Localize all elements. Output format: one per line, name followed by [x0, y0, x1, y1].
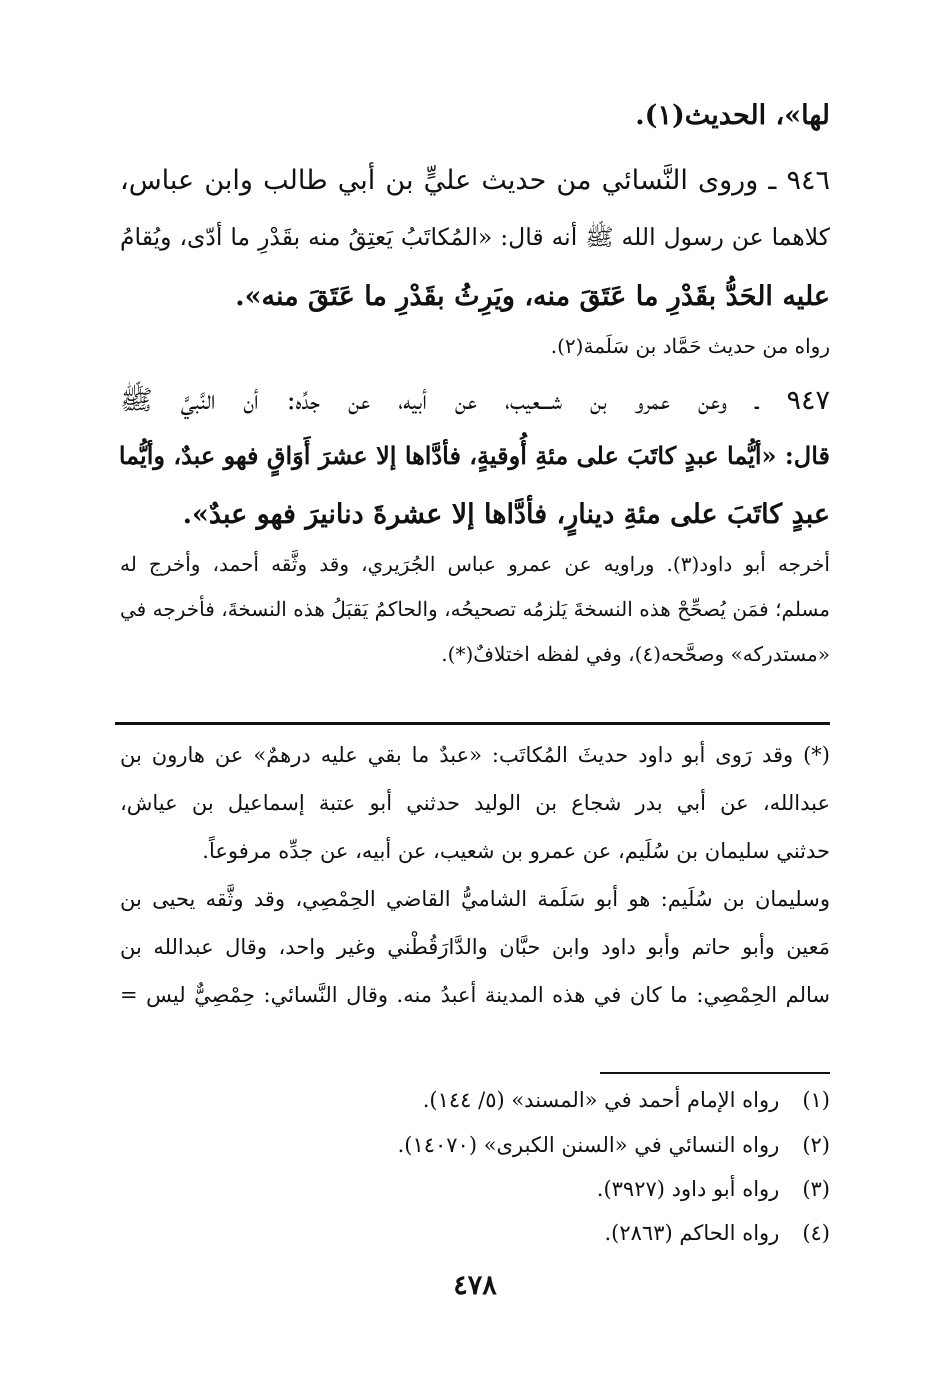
footnote-text: رواه الإمام أحمد في «المسند» (٥/ ١٤٤).: [422, 1088, 780, 1112]
editor-note-line-5: مَعين وأبو حاتم وأبو داود وابن حبَّان والدَّارَقُطْني وغير واحد، وقال عبدالله بن: [120, 935, 830, 959]
footnote-number: (١): [802, 1088, 830, 1112]
editor-note-line-6: سالم الحِمْصِي: ما كان في هذه المدينة أعبدُ منه. وقال النَّسائي: حِمْصِيٌّ ليس =: [120, 983, 830, 1007]
hadith-946-line-3: عليه الحَدُّ بقَدْرِ ما عَتَقَ منه، ويَرِثُ بقَدْرِ ما عَتَقَ منه».: [235, 281, 830, 312]
footnote-number: (٣): [802, 1177, 830, 1201]
editor-note-line-4: وسليمان بن سُلَيم: هو أبو سَلَمة الشاميُّ القاضي الحِمْصِي، وقد وثَّقه يحيى بن: [120, 887, 830, 911]
footnote-text: رواه أبو داود (٣٩٢٧).: [596, 1177, 780, 1201]
editor-note-line-3: حدثني سليمان بن سُلَيم، عن عمرو بن شعيب، عن أبيه، عن جدِّه مرفوعاً.: [202, 839, 830, 863]
footnote-text: رواه النسائي في «السنن الكبرى» (١٤٠٧٠).: [397, 1133, 780, 1157]
hadith-946-line-1: ٩٤٦ ـ وروى النَّسائي من حديث عليٍّ بن أبي طالب وابن عباس،: [120, 165, 830, 196]
footnote-separator: [600, 1072, 830, 1074]
footnote-2: [398, 1133, 830, 1157]
hadith-946-source: رواه من حديث حَمَّاد بن سَلَمة(٢).: [550, 334, 830, 358]
footnote-number: (٢): [802, 1133, 830, 1157]
hadith-947-line-3: عبدٍ كاتَبَ على مئةِ دينارٍ، فأدَّاها إلا عشرةَ دنانيرَ فهو عبدٌ».: [182, 499, 830, 530]
commentary-line-3: «مستدركه» وصحَّحه(٤)، وفي لفظه اختلافٌ(*).: [441, 642, 830, 666]
editor-note-line-1: (*) وقد رَوى أبو داود حديثَ المُكاتَب: «عبدٌ ما بقي عليه درهمٌ» عن هارون بن: [120, 743, 830, 767]
note-separator: [115, 722, 830, 725]
footnote-4: [604, 1221, 830, 1245]
hadith-947-line-1: ٩٤٧ ـ وعن عمرو بن شـــعيب، عن أبيه، عن جدِّه: أن النَّبيَّ ﷺ: [120, 385, 830, 416]
hadith-947-line-2: قال: «أيُّما عبدٍ كاتَبَ على مئةِ أُوقيةٍ، فأدَّاها إلا عشرَ أَوَاقٍ فهو عبدٌ، وأيُّما: [118, 441, 830, 470]
footnote-1: [423, 1088, 830, 1112]
commentary-line-1: أخرجه أبو داود(٣). وراويه عن عمرو عباس الجُرَيري، وقد وثَّقه أحمد، وأخرج له: [120, 552, 830, 576]
footnote-number: (٤): [802, 1221, 830, 1245]
page-number: ٤٧٨: [453, 1270, 497, 1301]
commentary-line-2: مسلم؛ فمَن يُصحِّحْ هذه النسخةَ يَلزمُه تصحيحُه، والحاكمُ يَقبَلُ هذه النسخةَ، فأخرجه في: [120, 597, 830, 621]
footnote-text: رواه الحاكم (٢٨٦٣).: [604, 1221, 780, 1245]
footnote-3: [597, 1177, 830, 1201]
text-line-continuation: لها»، الحديث(١).: [635, 100, 830, 131]
hadith-946-line-2: كلاهما عن رسول الله ﷺ أنه قال: «المُكاتَبُ يَعتِقُ منه بقَدْرِ ما أدّى، ويُقامُ: [120, 223, 830, 251]
editor-note-line-2: عبدالله، عن أبي بدر شجاع بن الوليد حدثني أبو عتبة إسماعيل بن عياش،: [120, 791, 830, 815]
